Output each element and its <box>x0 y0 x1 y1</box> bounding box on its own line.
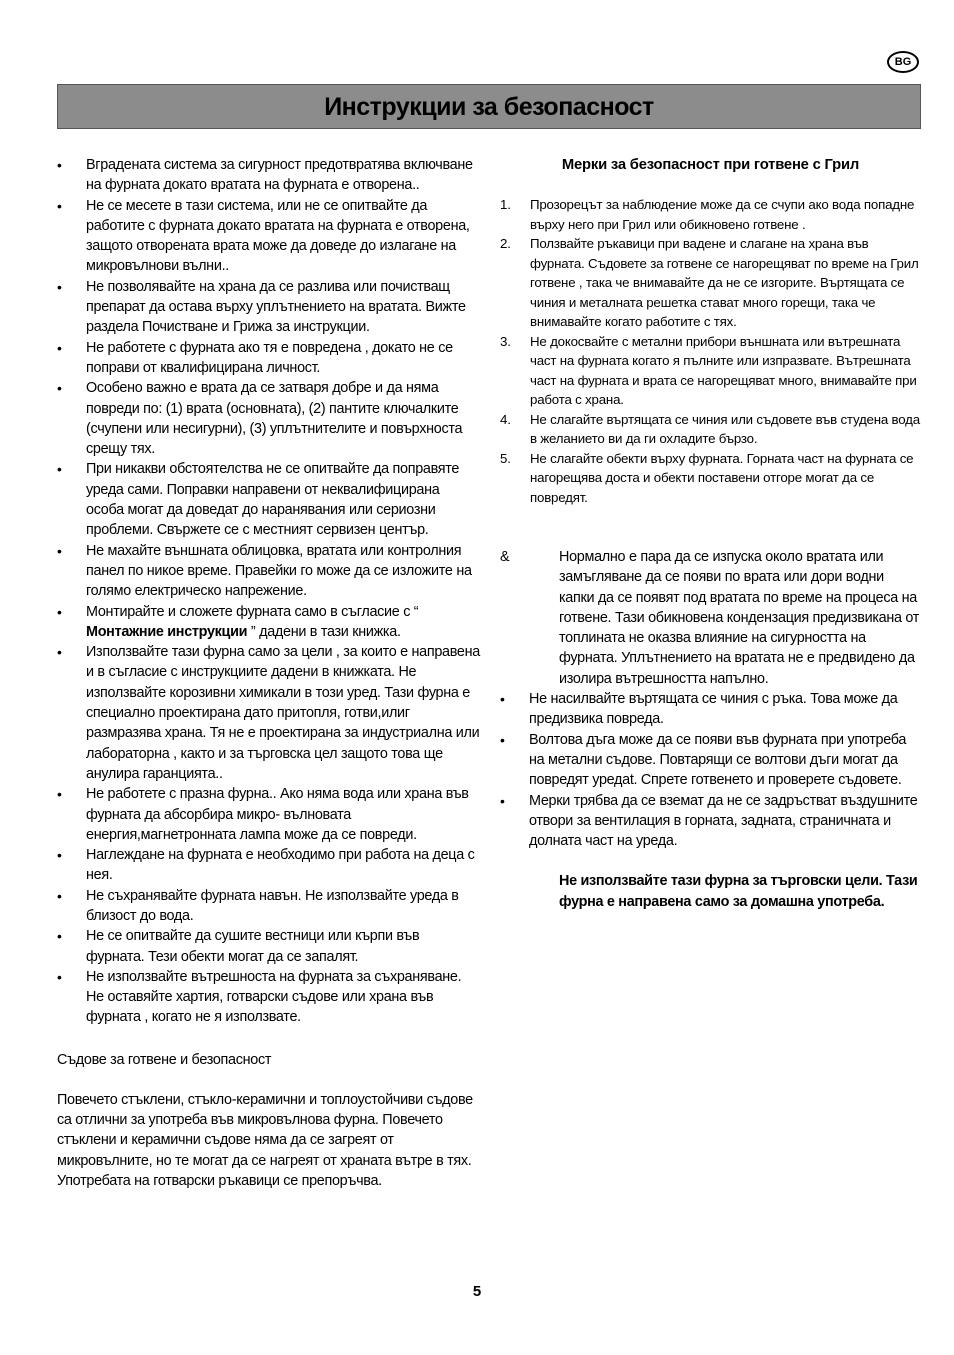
list-item: • Волтова дъга може да се появи във фурната при употреба на метални съдове. Повтарящи се волтови дъги могат да повредят уредat. Спрете готвенето и проверете съдовете. <box>500 730 921 791</box>
language-badge: BG <box>887 51 919 73</box>
item-number: 4. <box>500 411 511 427</box>
list-item: • Използвайте тази фурна само за цели , за които е направена и в съгласие с инструкциите дадени в книжката. Не използвайте корозивни химикали в този уред. Тази фурна е специално проектирана дато притопля, готви,илиг размразява храна. Тя не е проектирана за индустриална или лабораторна , както и за търговска цел защото това ще анулира гаранцията.. <box>57 642 480 784</box>
mounting-text-after: ” дадени в тази книжка. <box>247 623 401 640</box>
list-item: • Не работете с фурната ако тя е повредена , докато не се поправи от квалифицирана личност. <box>57 338 480 379</box>
commercial-use-warning: Не използвайте тази фурна за търговски цели. Тази фурна е направена само за домашна употреба. <box>559 873 918 910</box>
list-item <box>500 332 921 410</box>
mounting-text-before: Монтирайте и сложете фурната само в съгласие с “ <box>86 603 419 620</box>
right-bullet-list <box>500 689 921 851</box>
page-number: 5 <box>472 1283 482 1300</box>
list-item-mounting <box>57 602 480 643</box>
ampersand-symbol: & <box>500 549 510 565</box>
list-item <box>500 195 921 234</box>
item-number: 5. <box>500 450 511 466</box>
item-text: Прозорецът за наблюдение може да се счупи ако вода попадне върху него при Грил или обикновено готвене . <box>530 197 915 232</box>
item-text: Не слагайте обекти върху фурната. Горната част на фурната се нагорещява доста и обекти поставени отгоре могат да се повредят. <box>530 450 914 505</box>
list-item: • Мерки трябва да се вземат да не се задръстват въздушните отвори за вентилация в горната, задната, страничната и долната част на уреда. <box>500 791 921 852</box>
mounting-instructions-ref: Монтажние инструкции <box>86 623 248 640</box>
list-item: • Не се месете в тази система, или не се опитвайте да работите с фурната докато вратата на фурната е отворена, защото отворената врата може да доведе до излагане на микровълнови вълни.. <box>57 196 480 277</box>
item-number: 3. <box>500 333 511 349</box>
list-item: • Наглеждане на фурната е необходимо при работа на деца с нея. <box>57 845 480 886</box>
cookware-heading: Съдове за готвене и безопасност <box>57 1051 272 1068</box>
list-item: • При никакви обстоятелства не се опитвайте да поправяте уреда сами. Поправки направени от неквалифицирана особа могат да доведат до наранявания или сериозни проблеми. Свържете се с местният сервизен център. <box>57 459 480 540</box>
cookware-paragraph: Повечето стъклени, стъкло-керамични и топлоустойчиви съдове са отлични за употреба във микровълнова фурна. Повечето стъклени и керамични съдове няма да се загреят от микровълните, но те могат да се нагреят от храната вътре в тях. Употребата на готварски ръкавици се препоръчва. <box>57 1091 473 1189</box>
condensation-text: Нормално е пара да се изпуска около вратата или замъгляване да се появи по врата или дори водни капки да се появят под вратата по време на процеса на готвене. Тази обикновена кондензация предизвикана от топлината не оказва влияние на сигурността на фурната. Уплътнението на вратата не е предвидено да изолира вътрешността напълно. <box>559 549 920 687</box>
left-column <box>57 155 480 1191</box>
list-item: • Не насилвайте въртящата се чиния с ръка. Това може да предизвика повреда. <box>500 689 921 730</box>
page-title: Инструкции за безопасност <box>57 84 921 129</box>
item-text: Не докосвайте с метални прибори външната или вътрешната част на фурната когато я пълните или изпразвате. Вътрешната част на фурната и врата се нагорещяват много, внимавайте при работа с храна. <box>530 333 917 407</box>
list-item: • Особено важно е врата да се затваря добре и да няма повреди по: (1) врата (основната), (2) пантите ключалките (счупени или несигурни), (3) уплътнителите и повърхноста срещу тях. <box>57 378 480 459</box>
list-item <box>500 234 921 332</box>
item-number: 1. <box>500 197 511 212</box>
list-item: • Не позволявайте на храна да се разлива или почистващ препарат да остава върху уплътнението на вратата. Вижте раздела Почистване и Грижа за инструкции. <box>57 277 480 338</box>
list-item <box>500 449 921 508</box>
item-text: Не слагайте въртящата се чиния или съдовете във студена вода в желанието ви да ги охладите бързо. <box>530 411 920 446</box>
list-item: • Не съхранявайте фурната навън. Не използвайте уреда в близост до вода. <box>57 886 480 927</box>
list-item: • Не работете с празна фурна.. Ако няма вода или храна във фурната да абсорбира микро- вълновата енергия,магнетронната лампа може да се повреди. <box>57 784 480 845</box>
item-number: 2. <box>500 236 511 251</box>
condensation-note <box>500 547 921 689</box>
safety-bullet-list <box>57 155 480 1028</box>
list-item: • Не махайте външната облицовка, вратата или контролния панел по никое време. Правейки го може да се изложите на голямо електрическо напрежение. <box>57 541 480 602</box>
grill-numbered-list <box>500 195 921 507</box>
list-item <box>500 410 921 449</box>
grill-section-title: Мерки за безопасност при готвене с Грил <box>561 157 860 173</box>
list-item: • Не използвайте вътрешноста на фурната за съхраняване. Не оставяйте хартия, готварски съдове или храна във фурната , когато не я използвате. <box>57 967 480 1028</box>
list-item: • Не се опитвайте да сушите вестници или кърпи във фурната. Тези обекти могат да се запалят. <box>57 926 480 967</box>
right-column <box>500 155 921 912</box>
list-item: • Вградената система за сигурност предотвратява включване на фурната докато вратата на фурната е отворена.. <box>57 155 480 196</box>
item-text: Ползвайте ръкавици при ваденe и слагане на храна във фурната. Съдовете за готвене се нагорещяват по време на Грил готвене , така че внимавайте да не се изгорите. Въртящата се чиния и металната решетка стават много горещи, така че внимавайте когато работите с тях. <box>530 236 919 329</box>
